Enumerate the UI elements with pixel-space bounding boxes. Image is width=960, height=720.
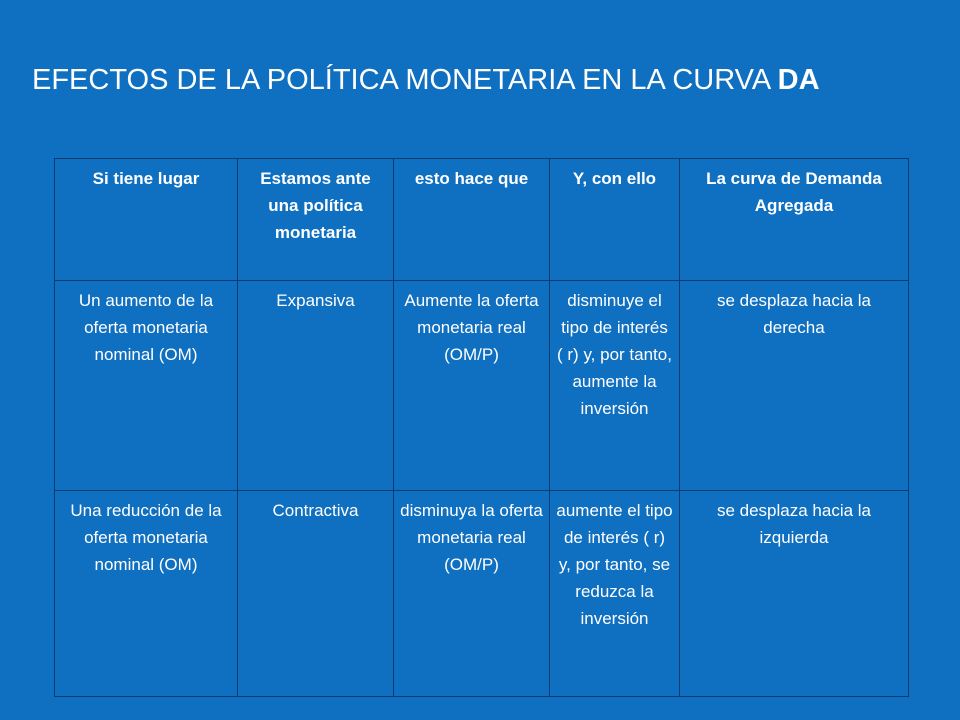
table-cell: Contractiva [238, 491, 394, 697]
table-cell: disminuya la oferta monetaria real (OM/P) [394, 491, 550, 697]
column-header: esto hace que [394, 159, 550, 281]
table-cell: disminuye el tipo de interés ( r) y, por tanto, aumente la inversión [550, 281, 680, 491]
table-cell: Un aumento de la oferta monetaria nominal (OM) [55, 281, 238, 491]
table-cell: se desplaza hacia la derecha [680, 281, 909, 491]
table-header-row [55, 159, 909, 281]
table-row [55, 281, 909, 491]
table-cell: Una reducción de la oferta monetaria nominal (OM) [55, 491, 238, 697]
table-cell: aumente el tipo de interés ( r) y, por tanto, se reduzca la inversión [550, 491, 680, 697]
table-cell: se desplaza hacia la izquierda [680, 491, 909, 697]
column-header: La curva de Demanda Agregada [680, 159, 909, 281]
table-row [55, 491, 909, 697]
slide-title [32, 64, 932, 97]
column-header: Estamos ante una política monetaria [238, 159, 394, 281]
table-cell: Aumente la oferta monetaria real (OM/P) [394, 281, 550, 491]
table-cell: Expansiva [238, 281, 394, 491]
column-header: Si tiene lugar [55, 159, 238, 281]
slide-title-bold: DA [777, 64, 820, 96]
column-header: Y, con ello [550, 159, 680, 281]
effects-table [54, 158, 909, 697]
slide-title-text: EFECTOS DE LA POLÍTICA MONETARIA EN LA CURVA [32, 64, 778, 96]
